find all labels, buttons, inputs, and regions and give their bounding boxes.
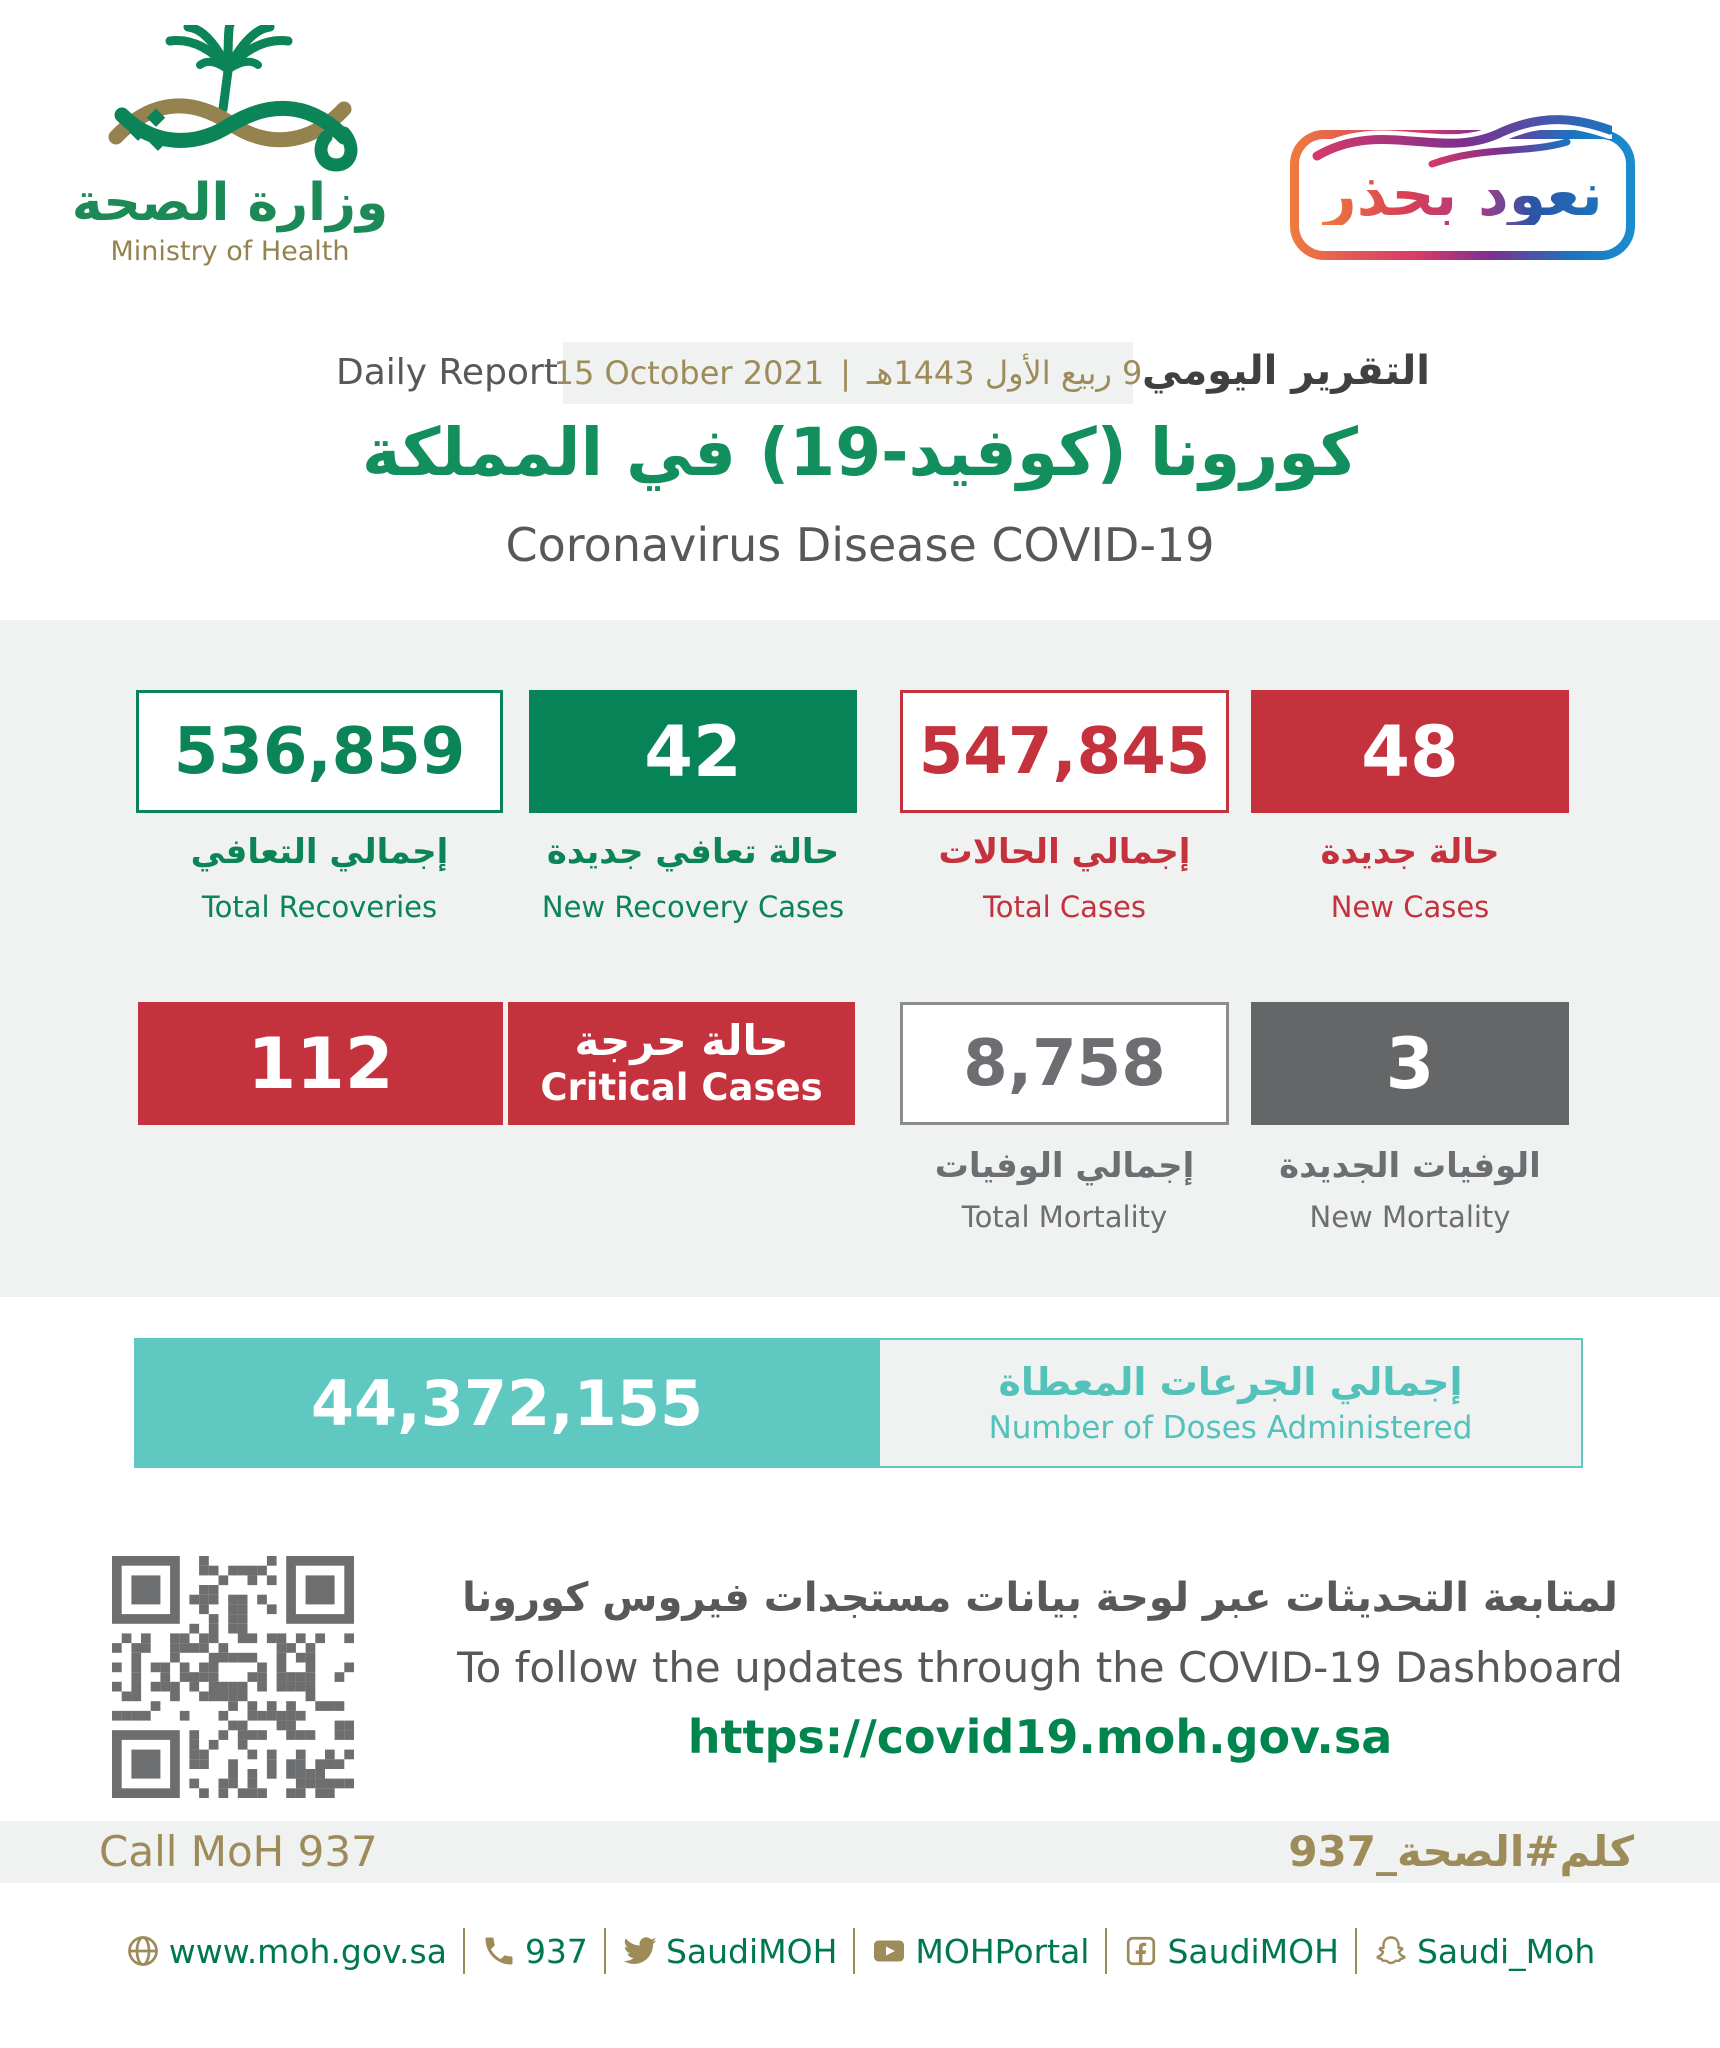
doses-labels bbox=[880, 1340, 1581, 1466]
logo-title-english: Ministry of Health bbox=[110, 236, 350, 268]
doses-label-en: Number of Doses Administered bbox=[988, 1410, 1473, 1446]
phone-icon bbox=[481, 1933, 517, 1969]
footer-separator bbox=[1355, 1928, 1357, 1974]
total-cases-label-ar: إجمالي الحالات bbox=[938, 832, 1191, 872]
footer-label: SaudiMOH bbox=[1167, 1931, 1339, 1971]
youtube-icon bbox=[871, 1933, 907, 1969]
snapchat-icon bbox=[1373, 1933, 1409, 1969]
new-cases-label-en: New Cases bbox=[1330, 890, 1490, 924]
critical-cases-value-card bbox=[138, 1002, 503, 1125]
call-strip bbox=[0, 1821, 1720, 1883]
new-recoveries-label-ar: حالة تعافي جديدة bbox=[546, 832, 840, 872]
total-mortality-label-ar: إجمالي الوفيات bbox=[934, 1146, 1195, 1186]
new-cases-value: 48 bbox=[1361, 710, 1459, 793]
footer-separator bbox=[604, 1928, 606, 1974]
footer-label: SaudiMOH bbox=[665, 1931, 838, 1971]
badge-swoosh-icon bbox=[1312, 104, 1612, 168]
date-gregorian: 15 October 2021 bbox=[553, 354, 825, 392]
total-recoveries-label-ar: إجمالي التعافي bbox=[190, 832, 449, 872]
total-cases-label-en: Total Cases bbox=[982, 890, 1147, 924]
critical-cases-label-en: Critical Cases bbox=[540, 1066, 823, 1110]
total-recoveries-label-en: Total Recoveries bbox=[201, 890, 438, 924]
dashboard-line-en: To follow the updates through the COVID-19 Dashboard bbox=[457, 1643, 1623, 1692]
total-recoveries-card bbox=[136, 690, 503, 813]
footer-label: www.moh.gov.sa bbox=[168, 1931, 447, 1971]
moh-logo bbox=[60, 25, 400, 267]
doses-label-ar: إجمالي الجرعات المعطاة bbox=[998, 1360, 1463, 1404]
twitter-icon bbox=[622, 1933, 658, 1969]
new-recoveries-value: 42 bbox=[644, 710, 742, 793]
total-cases-value: 547,845 bbox=[918, 714, 1211, 789]
doses-bar bbox=[134, 1338, 1583, 1468]
footer-item-facebook[interactable] bbox=[1123, 1932, 1338, 1971]
total-recoveries-value: 536,859 bbox=[173, 714, 466, 789]
new-mortality-card bbox=[1251, 1002, 1569, 1125]
footer-separator bbox=[463, 1928, 465, 1974]
daily-report-label-ar: التقرير اليومي bbox=[1142, 348, 1430, 394]
qr-code[interactable] bbox=[112, 1556, 354, 1798]
facebook-icon bbox=[1123, 1933, 1159, 1969]
badge-label: نعود بحذر bbox=[1322, 160, 1603, 230]
new-mortality-label-en: New Mortality bbox=[1309, 1200, 1511, 1234]
doses-value-block bbox=[134, 1338, 880, 1468]
dashboard-info bbox=[420, 1575, 1660, 1764]
page-title-arabic: كورونا (كوفيد-19) في المملكة bbox=[361, 414, 1359, 491]
report-date-box bbox=[553, 342, 1143, 404]
dashboard-url-link[interactable]: https://covid19.moh.gov.sa bbox=[687, 1710, 1393, 1764]
new-mortality-value: 3 bbox=[1385, 1022, 1435, 1105]
date-hijri: 9 ربيع الأول 1443هـ bbox=[866, 354, 1143, 392]
page-title-english: Coronavirus Disease COVID-19 bbox=[505, 518, 1215, 572]
new-cases-card bbox=[1251, 690, 1569, 813]
total-mortality-value: 8,758 bbox=[963, 1026, 1166, 1101]
footer-separator bbox=[1105, 1928, 1107, 1974]
dashboard-line-ar: لمتابعة التحديثات عبر لوحة بيانات مستجدات فيروس كورونا bbox=[462, 1575, 1618, 1621]
footer-item-youtube[interactable] bbox=[871, 1932, 1089, 1971]
total-mortality-label-en: Total Mortality bbox=[961, 1200, 1168, 1234]
call-moh-label-ar: كلم#الصحة_937 bbox=[1288, 1827, 1634, 1876]
footer-separator bbox=[853, 1928, 855, 1974]
footer-label: MOHPortal bbox=[915, 1931, 1090, 1971]
moh-palm-icon bbox=[100, 25, 360, 175]
footer-item-website[interactable] bbox=[125, 1932, 447, 1971]
new-cases-label-ar: حالة جديدة bbox=[1320, 832, 1500, 872]
total-cases-card bbox=[900, 690, 1229, 813]
new-mortality-label-ar: الوفيات الجديدة bbox=[1279, 1146, 1541, 1186]
call-moh-label: Call MoH 937 bbox=[99, 1827, 378, 1876]
globe-icon bbox=[125, 1933, 161, 1969]
critical-cases-value: 112 bbox=[247, 1022, 394, 1105]
new-recoveries-card bbox=[529, 690, 857, 813]
new-recoveries-label-en: New Recovery Cases bbox=[541, 890, 845, 924]
footer-item-snapchat[interactable] bbox=[1373, 1932, 1595, 1971]
total-mortality-card bbox=[900, 1002, 1229, 1125]
date-separator: | bbox=[840, 354, 851, 392]
critical-cases-label-ar: حالة حرجة bbox=[574, 1016, 789, 1066]
footer-item-phone[interactable] bbox=[481, 1932, 588, 1971]
daily-report-label-en: Daily Report bbox=[336, 352, 558, 393]
footer-label: Saudi_Moh bbox=[1416, 1931, 1596, 1971]
logo-title-arabic: وزارة الصحة bbox=[71, 173, 389, 233]
footer-item-twitter[interactable] bbox=[622, 1932, 837, 1971]
critical-cases-label-card bbox=[508, 1002, 855, 1125]
doses-value: 44,372,155 bbox=[310, 1366, 704, 1440]
footer-links bbox=[0, 1928, 1720, 1974]
return-with-caution-badge bbox=[1290, 130, 1635, 260]
footer-label: 937 bbox=[524, 1931, 588, 1971]
